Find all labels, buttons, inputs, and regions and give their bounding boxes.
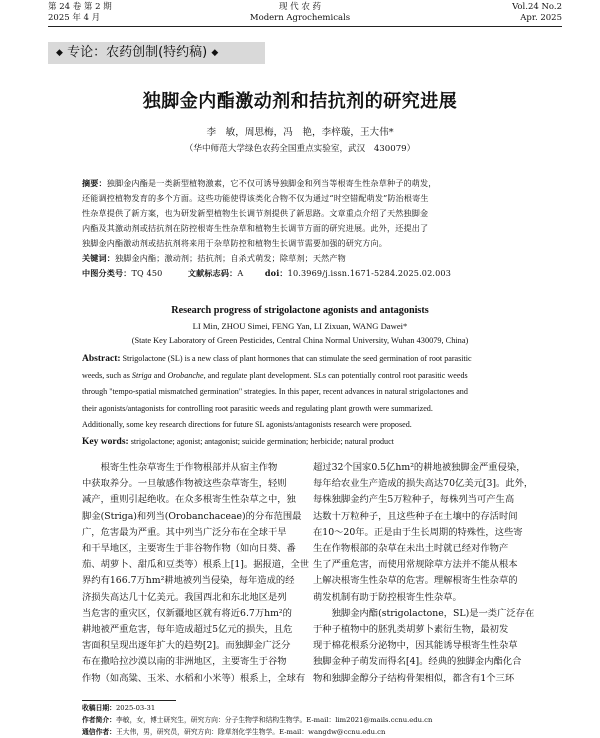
body-line: 于种子植物中的胚乳类胡萝卜素衍生物，最初发: [313, 624, 509, 636]
authors-cn: 李 敏，周思梅，冯 艳，李梓璇，王大伟*: [206, 127, 394, 138]
section-banner: [48, 42, 265, 64]
header-rule: [48, 26, 562, 27]
abstract-en: Abstract: Strigolactone (SL) is a new class of plant hormones that can stimulate the seed germination of root parasitic weeds, such as Striga and Orobanche, and regulate plant development. SLs can potentially control root parasitic weeds through "tempo-spatial mismatched germination" strategies. In this paper, recent advances in natural strigolactones and their agonists/antagonists for controlling root parasitic weeds and regulating plant growth were summarized. Additionally, some key research directions for future SL agonists/antagonists research were proposed. Key words: strigolactone; agonist; antagonist; suicide germination; herbicide; natural product: [82, 351, 528, 450]
body-line: 布在撒哈拉沙漠以南的非洲地区，主要寄生于谷物: [82, 656, 287, 668]
body-line: 在10～20年。正是由于生长周期的特殊性，这些寄: [313, 526, 523, 538]
body-line: 萌发机制有助于防控根寄生性杂草。: [313, 591, 462, 603]
doi-link[interactable]: 10.3969/j.issn.1671-5284.2025.02.003: [287, 268, 452, 278]
body-line: 生在作物根部的杂草在未出土时就已经对作物产: [313, 543, 509, 555]
body-line: 茄、胡萝卜、甜瓜和豆类等）根系上[1]。据报道，全世: [82, 559, 309, 571]
body-line: 界约有166.7万hm²耕地被列当侵染，每年造成的经: [82, 575, 295, 587]
body-line: 脚金(Striga)和列当(Orobanchaceae)的分布范围最: [82, 510, 302, 522]
body-line: 独脚金内酯(strigolactone，SL)是一类广泛存在: [331, 607, 535, 619]
footnote-rule: [82, 700, 176, 701]
body-line: 减产，重则引起绝收。在众多根寄生性杂草之中，独: [82, 494, 296, 506]
abstract-cn: 摘要：独脚金内酯是一类新型植物激素，它不仅可诱导独脚金和列当等根寄生性杂草种子的萌发， 还能调控植物发育的多个方面。这些功能使得该类化合物不仅为通过“时空错配萌发”防治根寄生 性杂草提供了新方案，也为研发新型植物生长调节剂提供了新思路。文章重点介绍了天然独脚金 内酯及其激动剂或拮抗剂在防控根寄生性杂草和植物生长调节方面的研究进展。此外，还提出了 独脚金内酯激动剂或拮抗剂将来用于杂草防控和植物生长调节需要加强的研究方向。 关键词：独脚金内酯；激动剂；拮抗剂；自杀式萌发；除草剂；天然产物 中图分类号：TQ 450 文献标志码：A doi：10.3969/j.issn.1671-5284.2025.02.003: [82, 176, 528, 281]
keywords-cn: 关键词：独脚金内酯；激动剂；拮抗剂；自杀式萌发；除草剂；天然产物: [82, 253, 346, 263]
body-line: 广，危害最为严重。其中列当广泛分布在全球干旱: [82, 526, 287, 538]
body-line: 作物（如高粱、玉米、水稻和小米等）根系上，全球有: [82, 672, 306, 684]
body-column-left: [82, 460, 309, 687]
body-line: 生了严重危害，而使用常规除草方法并不能从根本: [313, 559, 518, 571]
abstract-en-label: Abstract:: [82, 354, 121, 364]
header-journal: 现 代 农 药 Modern Agrochemicals: [249, 2, 351, 23]
article-title-cn: 独脚金内酯激动剂和拮抗剂的研究进展: [142, 91, 458, 112]
body-line: 害面积呈现出逐年扩大的趋势[2]。而独脚金广泛分: [82, 640, 291, 652]
affiliation-cn: （华中师范大学绿色农药全国重点实验室，武汉 430079）: [184, 144, 416, 154]
body-line: 和干旱地区，主要寄生于非谷物作物（如向日葵、番: [82, 543, 296, 555]
body-line: 耕地被严重危害，每年造成超过5亿元的损失，且危: [82, 624, 293, 636]
classification-line: 中图分类号：TQ 450 文献标志码：A doi：10.3969/j.issn.1671-5284.2025.02.003: [82, 268, 452, 278]
diamond-icon: ◆: [56, 48, 63, 58]
body-line: 上解决根寄生性杂草的危害。理解根寄生性杂草的: [313, 575, 518, 587]
body-line: 每年给农业生产造成的损失高达70亿美元[3]。此外，: [313, 478, 534, 490]
affiliation-en: (State Key Laboratory of Green Pesticides, Central China Normal University, Wuhan 430079, China): [131, 336, 469, 345]
body-line: 根寄生性杂草寄生于作物根部并从宿主作物: [100, 462, 278, 473]
body-line: 当危害的重灾区，仅新疆地区就有将近6.7万hm²的: [82, 607, 292, 619]
header-volume: Vol.24 No.2 Apr. 2025: [512, 2, 562, 23]
body-line: 独脚金种子萌发而得名[4]。经典的独脚金内酯化合: [313, 656, 522, 668]
article-title-en: Research progress of strigolactone agonists and antagonists: [171, 305, 429, 316]
body-line: 中获取养分。一旦敏感作物被这些杂草寄生，轻则: [82, 478, 287, 490]
body-line: 物和独脚金醇分子结构骨架相似，都含有1个三环: [313, 672, 515, 684]
section-label: 专论：农药创制(特约稿): [67, 45, 208, 60]
keywords-en: Key words: strigolactone; agonist; antagonist; suicide germination; herbicide; natural product: [82, 436, 394, 447]
footnotes: 收稿日期：2025-03-31 作者简介：李敏，女，博士研究生，研究方向：分子生物学和结构生物学。E-mail：lim2021@mails.ccnu.edu.cn 通信作者：王大伟，男，研究员，研究方向：除草剂化学生物学。E-mail：wangdw@ccnu.edu.cn: [82, 704, 433, 736]
body-line: 达数十万粒种子，且这些种子在土壤中的存活时间: [313, 510, 518, 522]
body-line: 每株独脚金约产生5万粒种子，每株列当可产生高: [313, 494, 515, 506]
body-line: 济损失高达几十亿美元。我国西北和东北地区是列: [82, 591, 287, 603]
body-column-right: [313, 460, 535, 687]
header-issue: 第 24 卷 第 2 期 2025 年 4 月: [48, 2, 112, 23]
diamond-icon: ◆: [211, 48, 219, 58]
abstract-cn-label: 摘要：: [82, 178, 107, 188]
body-line: 超过32个国家0.5亿hm²的耕地被独脚金严重侵染，: [313, 462, 526, 473]
body-line: 现于棉花根系分泌物中，因其能诱导根寄生性杂草: [313, 640, 518, 652]
authors-en: LI Min, ZHOU Simei, FENG Yan, LI Zixuan, WANG Dawei*: [192, 321, 408, 331]
